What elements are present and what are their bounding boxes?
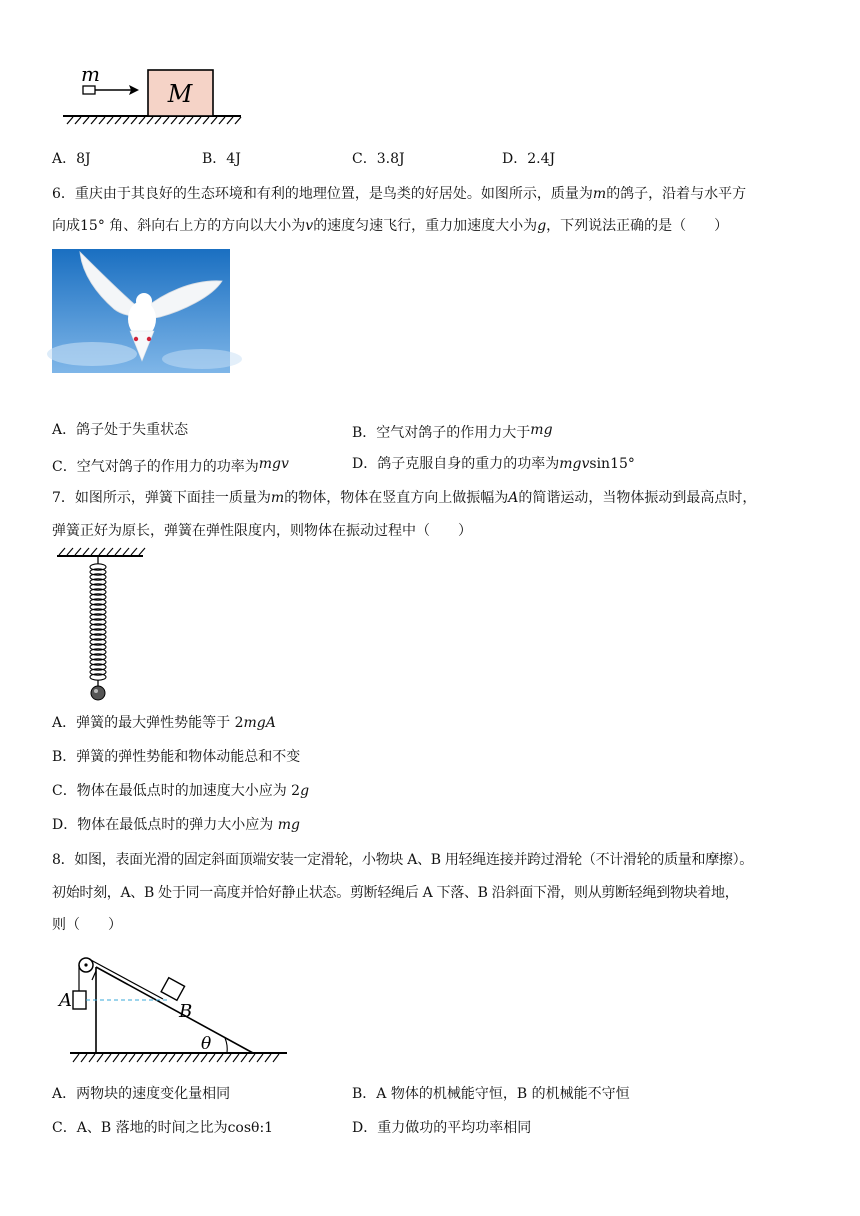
option-text: 弹簧的弹性势能和物体动能总和不变 <box>76 749 301 765</box>
q7-option-a <box>52 713 276 733</box>
q6-option-b <box>352 420 553 443</box>
incline-slope <box>96 967 253 1053</box>
q8-option-b <box>352 1084 630 1104</box>
q7-option-d <box>52 815 300 835</box>
option-letter: D． <box>52 817 78 833</box>
option-letter: A． <box>52 1086 77 1102</box>
text-run: 的速度匀速飞行，重力加速度大小为 <box>313 218 538 234</box>
option-text: 物体在最低点时的加速度大小应为 2 <box>76 783 301 799</box>
q5-figure <box>55 62 245 124</box>
option-letter: A． <box>52 715 77 731</box>
option-letter: C． <box>52 1120 77 1136</box>
option-letter: A． <box>52 422 77 438</box>
spring-figure <box>55 548 147 704</box>
math-expression: mgv <box>559 456 590 472</box>
rope-to-b <box>89 959 163 999</box>
option-text: 空气对鸽子的作用力的功率为 <box>76 459 259 475</box>
option-text: 4J <box>226 151 241 167</box>
q8-stem-line2 <box>52 883 738 903</box>
math-expression: mgA <box>243 715 276 731</box>
q7-stem-line2 <box>52 521 472 541</box>
option-letter: B． <box>52 749 77 765</box>
option-text: 8J <box>76 151 91 167</box>
text-run: 的简谐运动，当物体振动到最高点时， <box>518 490 757 506</box>
option-text: 鸽子克服自身的重力的功率为 <box>377 456 560 472</box>
q8-stem-line3 <box>52 915 122 935</box>
label-b: B <box>179 1001 193 1022</box>
bullet-shape <box>83 86 95 94</box>
text-run: ，下列说法正确的是（ ） <box>546 218 729 234</box>
option-text: A、B 落地的时间之比为 <box>76 1120 228 1136</box>
q8-option-d <box>352 1118 531 1138</box>
block-label: M <box>167 80 193 108</box>
math-expression: mg <box>277 817 300 833</box>
math-g: g <box>537 218 547 234</box>
text-run: 8．如图，表面光滑的固定斜面顶端安装一定滑轮，小物块 A、B 用轻绳连接并跨过滑轮（不计滑轮的质量和摩擦）。 <box>52 852 754 868</box>
option-text: 两物块的速度变化量相同 <box>76 1086 231 1102</box>
q8-option-c <box>52 1118 273 1138</box>
block-b <box>161 978 184 1001</box>
text-run: 则（ ） <box>52 917 122 933</box>
math-expression: mg <box>530 422 553 438</box>
option-letter: B． <box>352 425 377 441</box>
q6-option-c <box>52 454 289 477</box>
q6-stem-line2 <box>52 216 728 236</box>
math-A: A <box>508 490 519 506</box>
q6-option-a <box>52 420 188 440</box>
label-a: A <box>59 990 72 1011</box>
q6-option-d <box>352 454 635 474</box>
option-letter: B． <box>202 151 227 167</box>
text-run: 6．重庆由于其良好的生态环境和有利的地理位置，是鸟类的好居处。如图所示，质量为 <box>52 186 593 202</box>
math-expression: cosθ <box>227 1120 260 1136</box>
math-m: m <box>592 186 607 202</box>
q7-option-c <box>52 781 309 801</box>
option-letter: C． <box>52 783 77 799</box>
math-tail: sin15° <box>589 456 635 472</box>
option-letter: A． <box>52 151 77 167</box>
q5-option-d <box>502 149 555 169</box>
option-text: 鸽子处于失重状态 <box>76 422 189 438</box>
option-text: 弹簧的最大弹性势能等于 2 <box>76 715 244 731</box>
label-theta: θ <box>201 1034 212 1054</box>
dove-image <box>52 249 230 373</box>
option-letter: D． <box>502 151 528 167</box>
option-letter: B． <box>352 1086 377 1102</box>
option-text: 重力做功的平均功率相同 <box>377 1120 532 1136</box>
text-run: 7．如图所示，弹簧下面挂一质量为 <box>52 490 271 506</box>
text-run: 弹簧正好为原长，弹簧在弹性限度内，则物体在振动过程中（ ） <box>52 523 472 539</box>
q5-option-b <box>202 149 241 169</box>
q5-option-a <box>52 149 91 169</box>
hanging-mass <box>91 686 105 700</box>
block-a <box>73 991 86 1009</box>
math-m: m <box>270 490 285 506</box>
option-text: 物体在最低点时的弹力大小应为 <box>77 817 278 833</box>
q7-option-b <box>52 747 300 767</box>
option-text: 2.4J <box>527 151 556 167</box>
math-expression: mgv <box>258 456 289 472</box>
text-run: 向成15° 角、斜向右上方的方向以大小为 <box>52 218 306 234</box>
q5-option-c <box>352 149 405 169</box>
text-run: 初始时刻，A、B 处于同一高度并恰好静止状态。剪断轻绳后 A 下落、B 沿斜面下滑，则从剪断轻绳到物块着地， <box>52 885 739 901</box>
text-run: 的物体，物体在竖直方向上做振幅为 <box>284 490 509 506</box>
q6-stem-line1 <box>52 184 746 204</box>
option-letter: C． <box>52 459 77 475</box>
math-v: v <box>305 218 314 234</box>
option-text: A 物体的机械能守恒，B 的机械能不守恒 <box>376 1086 630 1102</box>
option-letter: D． <box>352 1120 378 1136</box>
math-tail: :1 <box>259 1120 274 1136</box>
math-expression: g <box>300 783 310 799</box>
q7-stem-line1 <box>52 488 756 508</box>
q8-stem-line1 <box>52 850 753 870</box>
option-text: 空气对鸽子的作用力大于 <box>376 425 531 441</box>
option-text: 3.8J <box>376 151 405 167</box>
angle-arc <box>225 1038 227 1053</box>
option-letter: C． <box>352 151 377 167</box>
q8-option-a <box>52 1084 230 1104</box>
bullet-label: m <box>81 62 100 86</box>
incline-figure <box>55 950 290 1065</box>
option-letter: D． <box>352 456 378 472</box>
text-run: 的鸽子，沿着与水平方 <box>606 186 747 202</box>
